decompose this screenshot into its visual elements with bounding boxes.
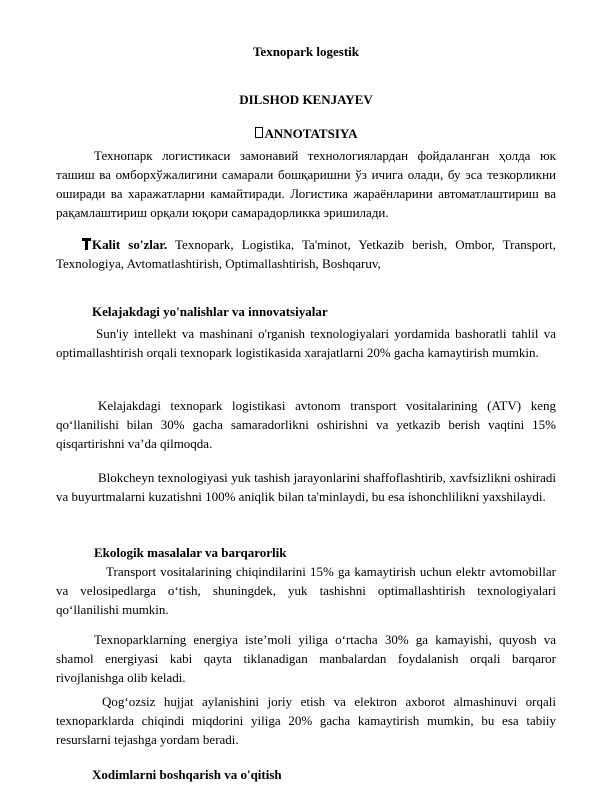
paragraph-energy: Texnoparklarning energiya iste’moli yiliga o‘rtacha 30% ga kamayishi, quyosh va shamol energiyasi kabi qayta tiklanadigan manbalardan foydalanish orqali barqaror rivojlanishga olib keladi.: [56, 632, 556, 685]
paragraph-ai: Sun'iy intellekt va mashinani o'rganish texnologiyalari yordamida bashoratli tahlil va optimallashtirish orqali texnopark logistikasida xarajatlarni 20% gacha kamaytirish mumkin.: [56, 326, 556, 360]
section-heading-ecology: Ekologik masalalar va barqarorlik: [94, 545, 287, 560]
paragraph-emissions: Transport vositalarining chiqindilarini 15% ga kamaytirish uchun elektr avtomobillar va velosipedlarga o‘tish, shuningdek, yuk tashishni optimallashtirish texnologiyalari qo‘llanilishi mumkin.: [56, 564, 556, 617]
keywords-list: Texnopark, Logistika, Ta'minot, Yetkazib berish, Ombor, Transport, Texnologiya, Avtomatlashtirish, Optimallashtirish, Boshqaruv,: [56, 237, 556, 271]
pushpin-icon: [82, 238, 91, 250]
keywords-label: Kalit so'zlar.: [92, 237, 168, 252]
section-heading-staff: Xodimlarni boshqarish va o'qitish: [92, 767, 282, 782]
annotation-paragraph: Технопарк логистикаси замонавий технологиялардан фойдаланган ҳолда юк ташиш ва омборхўжалигини самарали бошқаришни ўз ичига олади, бу эса тезкорликни оширади ва харажатларни камайтиради. Логистика жараёнларини автоматлаштириш ва рақамлаштириш орқали юқори самарадорликка эришилади.: [56, 148, 556, 220]
keywords-paragraph: [56, 235, 556, 273]
section-heading-future: Kelajakdagi yo'nalishlar va innovatsiyalar: [92, 304, 328, 319]
document-title: Texnopark logestik: [252, 44, 360, 59]
missing-glyph-icon: [255, 127, 263, 138]
paragraph-blockchain: Blokcheyn texnologiyasi yuk tashish jarayonlarini shaffoflashtirib, xavfsizlikni oshiradi va buyurtmalarni kuzatishni 100% aniqlik bilan ta'minlaydi, bu esa ishonchlilikni yaxshilaydi.: [56, 470, 556, 504]
annotation-heading: ANNOTATSIYA: [56, 126, 556, 142]
author-name: DILSHOD KENJAYEV: [239, 92, 373, 107]
paragraph-paperless: Qog‘ozsiz hujjat aylanishini joriy etish va elektron axborot almashinuvi orqali texnoparklarda chiqindi miqdorini yiliga 20% gacha kamaytirish mumkin, bu esa tabiiy resurslarni tejashga yordam beradi.: [56, 694, 556, 747]
paragraph-atv: Kelajakdagi texnopark logistikasi avtonom transport vositalarining (ATV) keng qo‘llanilishi bilan 30% gacha samaradorlikni oshirishni va yetkazib berish vaqtini 15% qisqartirishni va’da qilmoqda.: [56, 398, 556, 451]
